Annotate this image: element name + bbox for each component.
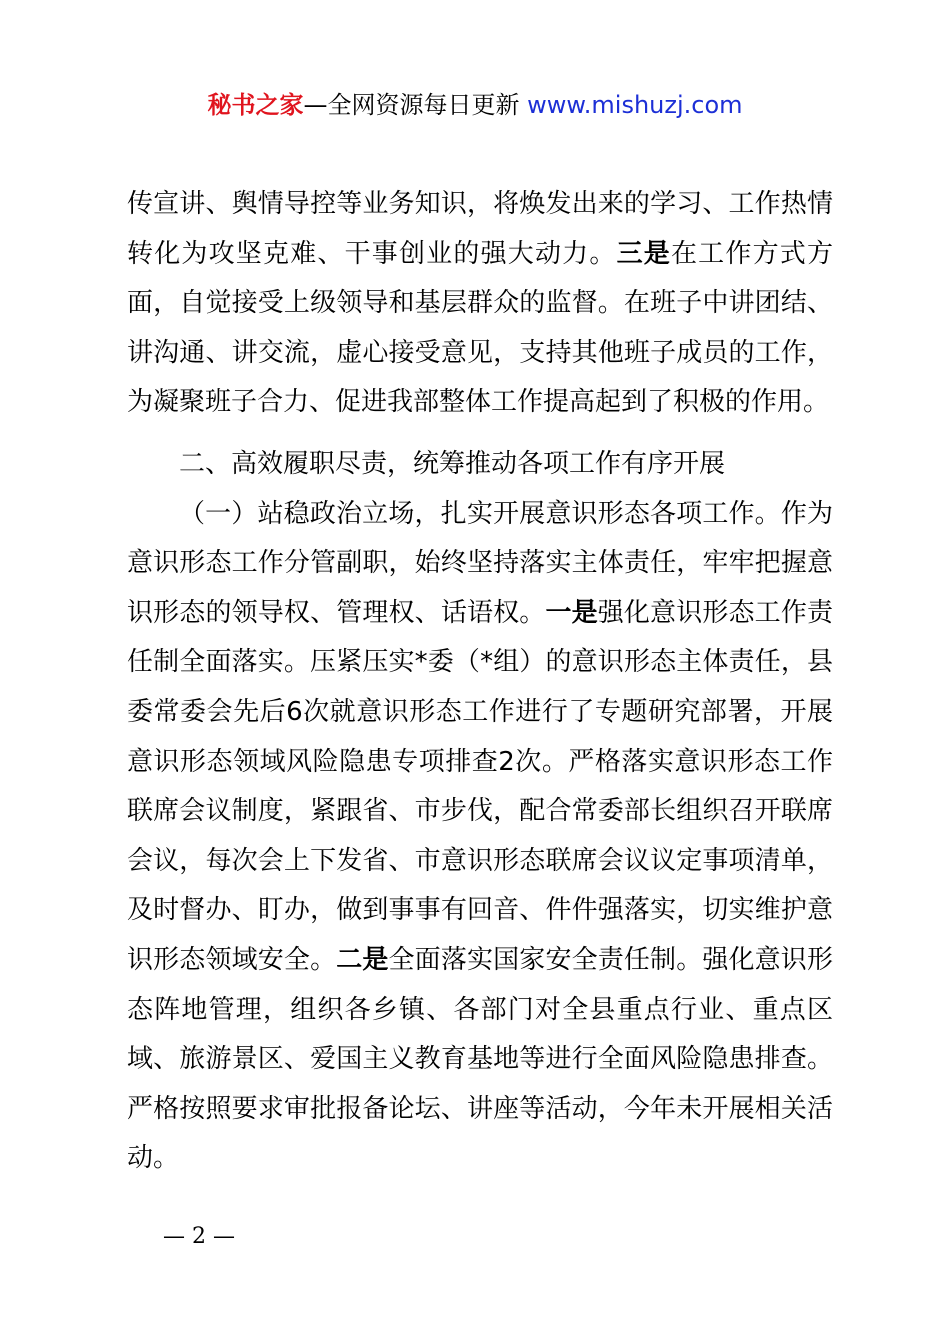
page-number: — 2 — — [163, 1224, 235, 1249]
site-header — [0, 88, 950, 122]
paragraph-3 — [127, 490, 833, 1184]
emphasis-two: 二是 — [336, 944, 389, 975]
emphasis-three: 三是 — [616, 238, 671, 269]
section-heading: 二、高效履职尽责，统筹推动各项工作有序开展 — [179, 448, 726, 479]
header-separator: — — [303, 91, 328, 119]
site-url-link[interactable]: www.mishuzj.com — [527, 91, 743, 119]
paragraph-1-text-a: 传宣讲、舆情导控等业务知识，将焕发出来的学习、工作热情转化为攻坚克难、干事创业的强大动力。 — [127, 189, 833, 269]
brand-name: 秘书之家 — [207, 91, 304, 119]
emphasis-one: 一是 — [545, 597, 598, 628]
document-body — [127, 180, 833, 1184]
paragraph-1-text-b: 在工作方式方面，自觉接受上级领导和基层群众的监督。在班子中讲团结、讲沟通、讲交流，虚心接受意见，支持其他班子成员的工作，为凝聚班子合力、促进我部整体工作提高起到了积极的作用。 — [127, 238, 833, 418]
paragraph-3-text-c: 全面落实国家安全责任制。强化意识形态阵地管理，组织各乡镇、各部门对全县重点行业、重点区域、旅游景区、爱国主义教育基地等进行全面风险隐患排查。严格按照要求审批报备论坛、讲座等活动，今年未开展相关活动。 — [127, 944, 833, 1174]
paragraph-3-text-b: 强化意识形态工作责任制全面落实。压紧压实*委（*组）的意识形态主体责任，县委常委会先后6次就意识形态工作进行了专题研究部署，开展意识形态领域风险隐患专项排查2次。严格落实意识形态工作联席会议制度，紧跟省、市步伐，配合常委部长组织召开联席会议，每次会上下发省、市意识形态联席会议议定事项清单，及时督办、盯办，做到事事有回音、件件强落实，切实维护意识形态领域安全。 — [127, 597, 833, 975]
paragraph-3-text-a: （一）站稳政治立场，扎实开展意识形态各项工作。作为意识形态工作分管副职，始终坚持落实主体责任，牢牢把握意识形态的领导权、管理权、话语权。 — [127, 498, 833, 628]
paragraph-1 — [127, 180, 833, 428]
header-slogan: 全网资源每日更新 — [327, 91, 520, 119]
